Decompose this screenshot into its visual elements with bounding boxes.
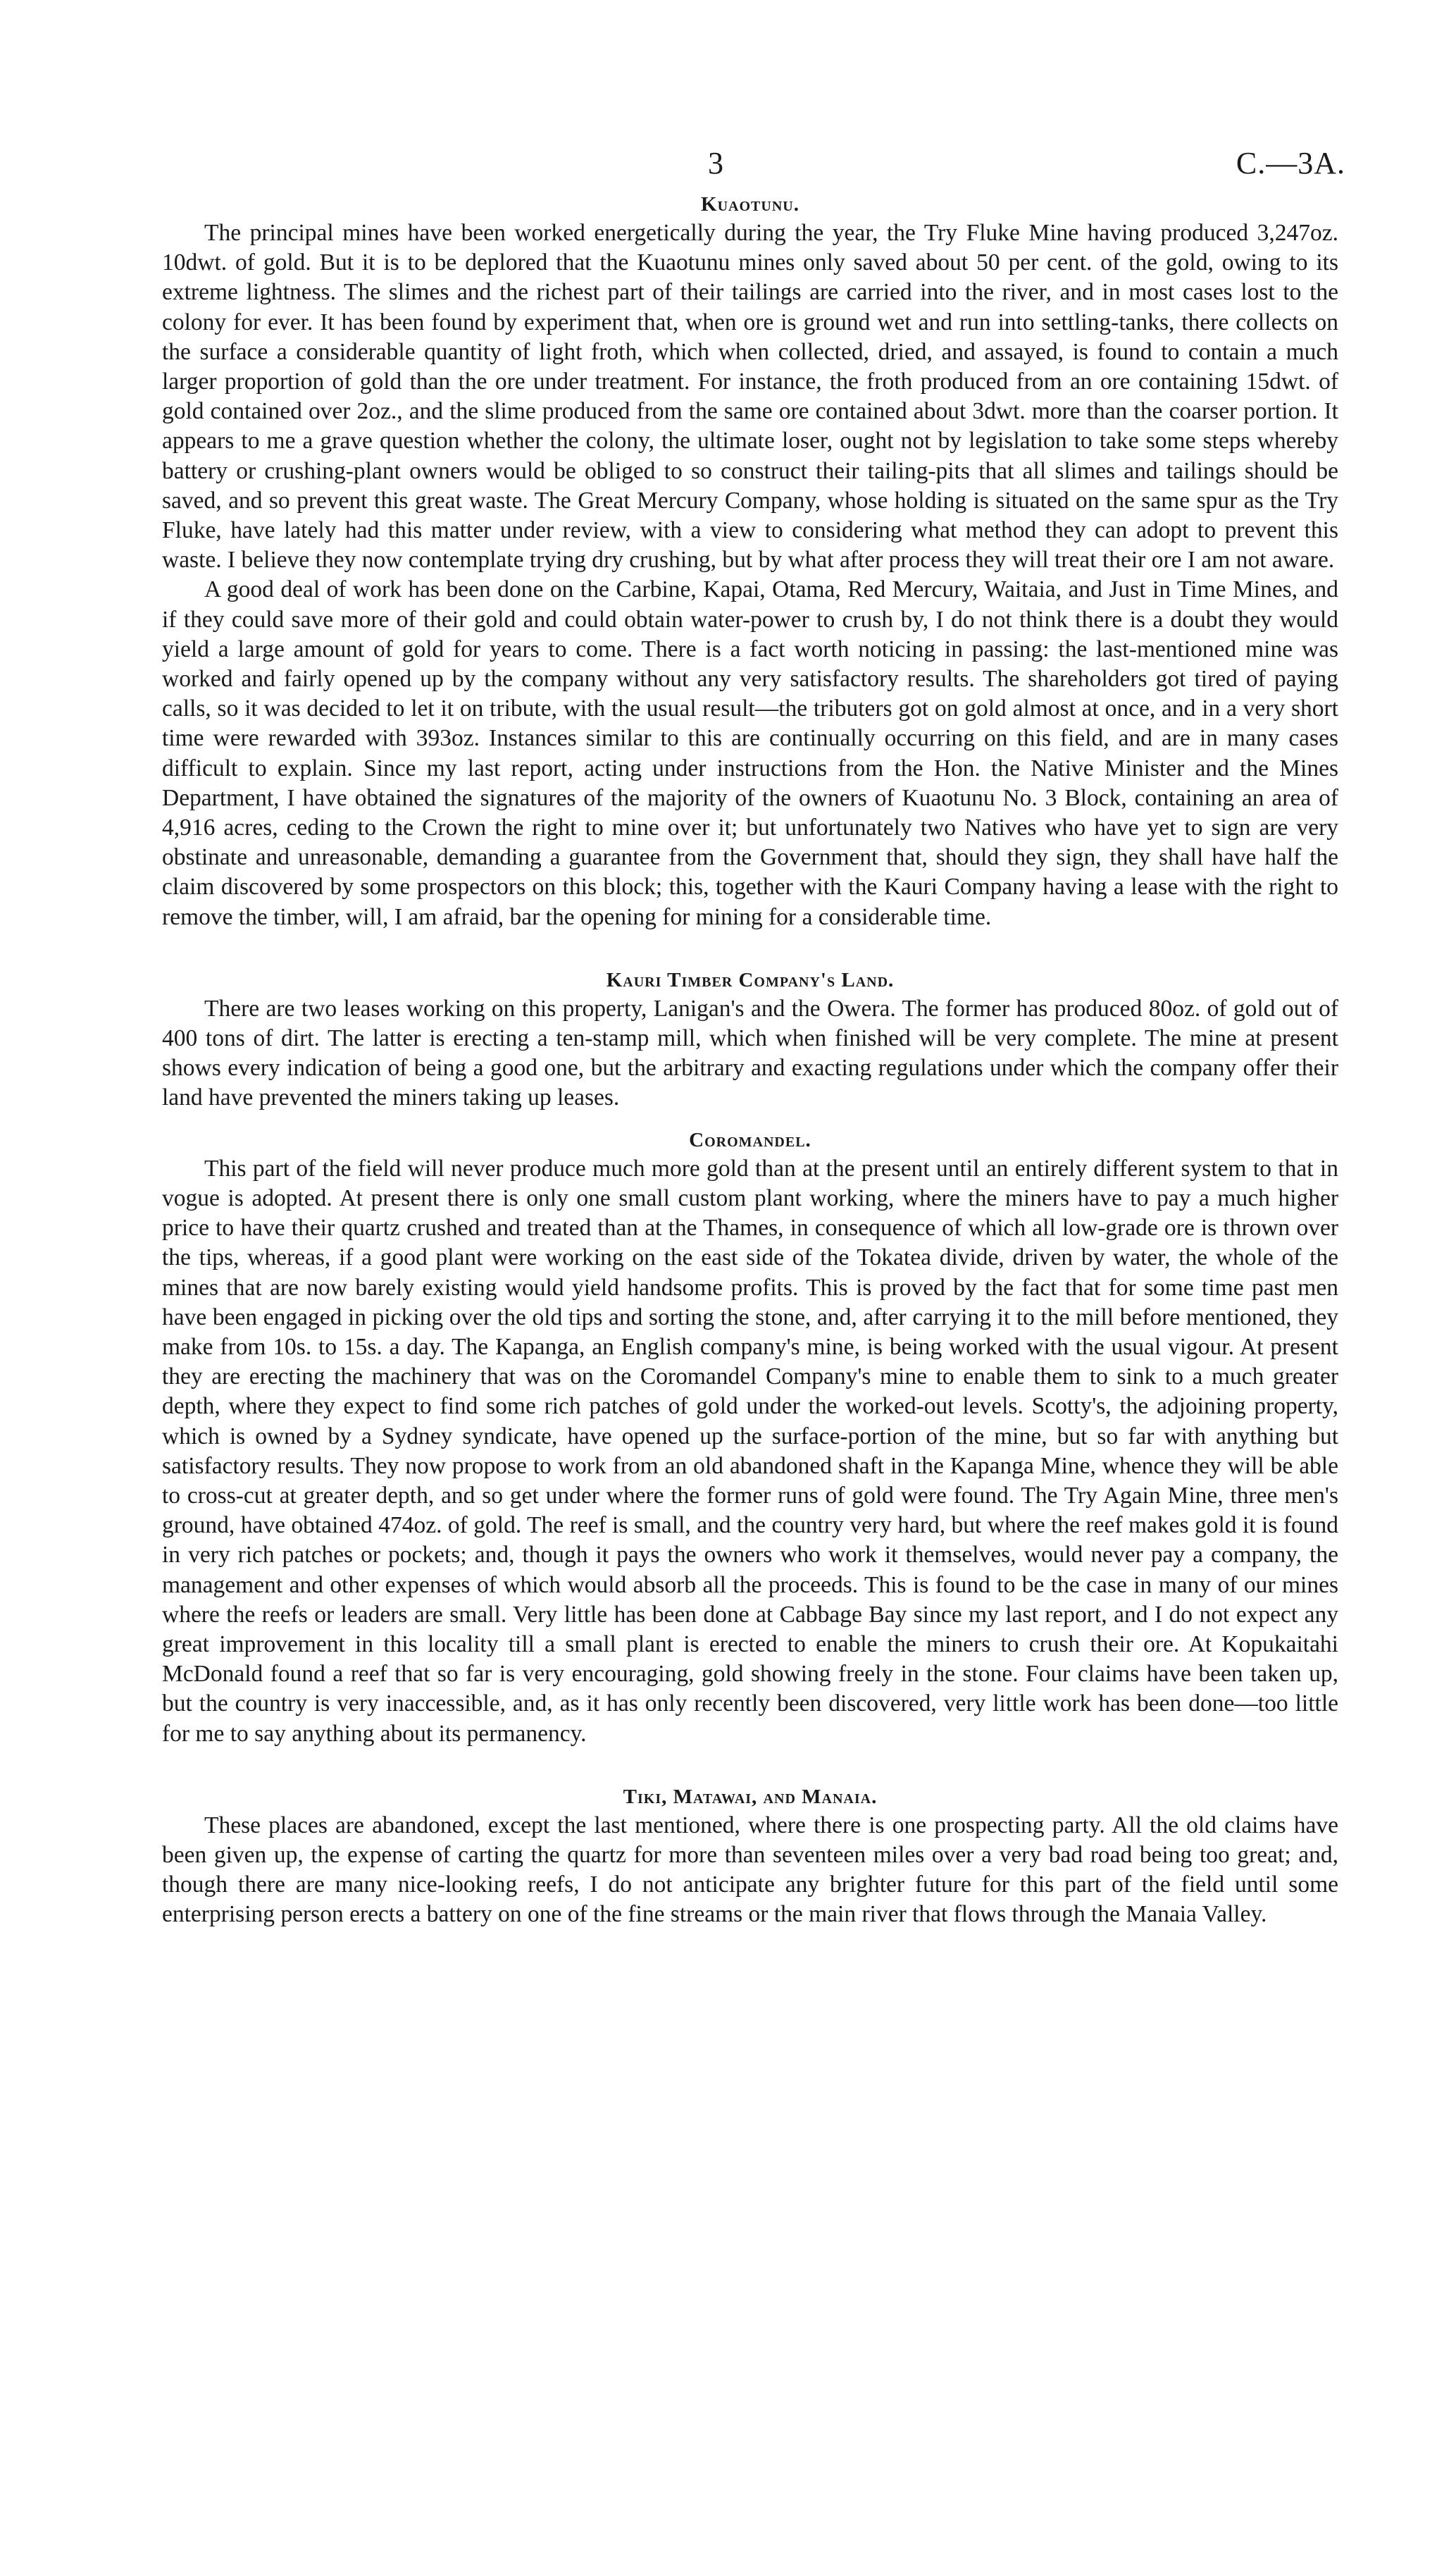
page-header — [162, 141, 1345, 190]
document-reference: C.—3A. — [1236, 146, 1345, 180]
page-number: 3 — [708, 146, 723, 180]
document-page — [162, 141, 1345, 1930]
section-title-tiki-matawai-manaia: Tiki, Matawai, and Manaia. — [623, 1785, 878, 1808]
paragraph-kuaotunu-2: A good deal of work has been done on the Carbine, Kapai, Otama, Red Mercury, Waitaia, and Just in Time Mines, and if they could save more of their gold and could obtain water-power to crush by, I do not think there is a doubt they would yield a large amount of gold for years to come. There is a fact worth noticing in passing: the last-mentioned mine was worked and fairly opened up by the company without any very satisfactory results. The shareholders got tired of paying calls, so it was decided to let it on tribute, with the usual result—the tributers got on gold almost at once, and in a very short time were rewarded with 393oz. Instances similar to this are continually occurring on this field, and are in many cases difficult to explain. Since my last report, acting under instructions from the Hon. the Native Minister and the Mines Department, I have obtained the signatures of the majority of the owners of Kuaotunu No. 3 Block, containing an area of 4,916 acres, ceding to the Crown the right to mine over it; but unfortunately two Natives who have yet to sign are very obstinate and unreasonable, demanding a guarantee from the Government that, should they sign, they shall have half the claim discovered by some prospectors on this block; this, together with the Kauri Company having a lease with the right to remove the timber, will, I am afraid, bar the opening for mining for a considerable time. — [162, 576, 1338, 930]
paragraph-tiki-matawai-manaia-1: These places are abandoned, except the last mentioned, where there is one prospecting party. All the old claims have been given up, the expense of carting the quartz for more than seventeen miles over a very bad road being too great; and, though there are many nice-looking reefs, I do not anticipate any brighter future for this part of the field until some enterprising person erects a battery on one of the fine streams or the main river that flows through the Manaia Valley. — [162, 1812, 1338, 1928]
paragraph-kauri-timber-1: There are two leases working on this property, Lanigan's and the Owera. The former has produced 80oz. of gold out of 400 tons of dirt. The latter is erecting a ten-stamp mill, which when finished will be very complete. The mine at present shows every indication of being a good one, but the arbitrary and exacting regulations under which the company offer their land have prevented the miners taking up leases. — [162, 995, 1338, 1111]
section-title-kuaotunu: Kuaotunu. — [701, 193, 799, 216]
paragraph-kuaotunu-1: The principal mines have been worked energetically during the year, the Try Fluke Mine having produced 3,247oz. 10dwt. of gold. But it is to be deplored that the Kuaotunu mines only saved about 50 per cent. of the gold, owing to its extreme lightness. The slimes and the richest part of their tailings are carried into the river, and in most cases lost to the colony for ever. It has been found by experiment that, when ore is ground wet and run into settling-tanks, there collects on the surface a considerable quantity of light froth, which when collected, dried, and assayed, is found to contain a much larger proportion of gold than the ore under treatment. For instance, the froth produced from an ore containing 15dwt. of gold contained over 2oz., and the slime produced from the same ore contained about 3dwt. more than the coarser portion. It appears to me a grave question whether the colony, the ultimate loser, ought not by legislation to take some steps whereby battery or crushing-plant owners would be obliged to so construct their tailing-pits that all slimes and tailings should be saved, and so prevent this great waste. The Great Mercury Company, whose holding is situated on the same spur as the Try Fluke, have lately had this matter under review, with a view to considering what method they can adopt to prevent this waste. I believe they now contemplate trying dry crushing, but by what after process they will treat their ore I am not aware. — [162, 220, 1338, 574]
section-title-kauri-timber: Kauri Timber Company's Land. — [606, 968, 895, 991]
section-title-coromandel: Coromandel. — [689, 1128, 811, 1151]
paragraph-coromandel-1: This part of the field will never produce much more gold than at the present until an entirely different system to that in vogue is adopted. At present there is only one small custom plant working, where the miners have to pay a much higher price to have their quartz crushed and treated than at the Thames, in consequence of which all low-grade ore is thrown over the tips, whereas, if a good plant were working on the east side of the Tokatea divide, driven by water, the whole of the mines that are now barely existing would yield handsome profits. This is proved by the fact that for some time past men have been engaged in picking over the old tips and sorting the stone, and, after carrying it to the mill before mentioned, they make from 10s. to 15s. a day. The Kapanga, an English company's mine, is being worked with the usual vigour. At present they are erecting the machinery that was on the Coromandel Company's mine to enable them to sink to a much greater depth, where they expect to find some rich patches of gold under the worked-out levels. Scotty's, the adjoining property, which is owned by a Sydney syndicate, have opened up the surface-portion of the mine, but so far with anything but satisfactory results. They now propose to work from an old abandoned shaft in the Kapanga Mine, whence they will be able to cross-cut at greater depth, and so get under where the former runs of gold were found. The Try Again Mine, three men's ground, have obtained 474oz. of gold. The reef is small, and the country very hard, but where the reef makes gold it is found in very rich patches or pockets; and, though it pays the owners who work it themselves, would never pay a company, the management and other expenses of which would absorb all the proceeds. This is found to be the case in many of our mines where the reefs or leaders are small. Very little has been done at Cabbage Bay since my last report, and I do not expect any great improvement in this locality till a small plant is erected to enable the miners to crush their ore. At Kopukaitahi McDonald found a reef that so far is very encouraging, gold showing freely in the stone. Four claims have been taken up, but the country is very inaccessible, and, as it has only recently been discovered, very little work has been done—too little for me to say anything about its permanency. — [162, 1155, 1338, 1747]
